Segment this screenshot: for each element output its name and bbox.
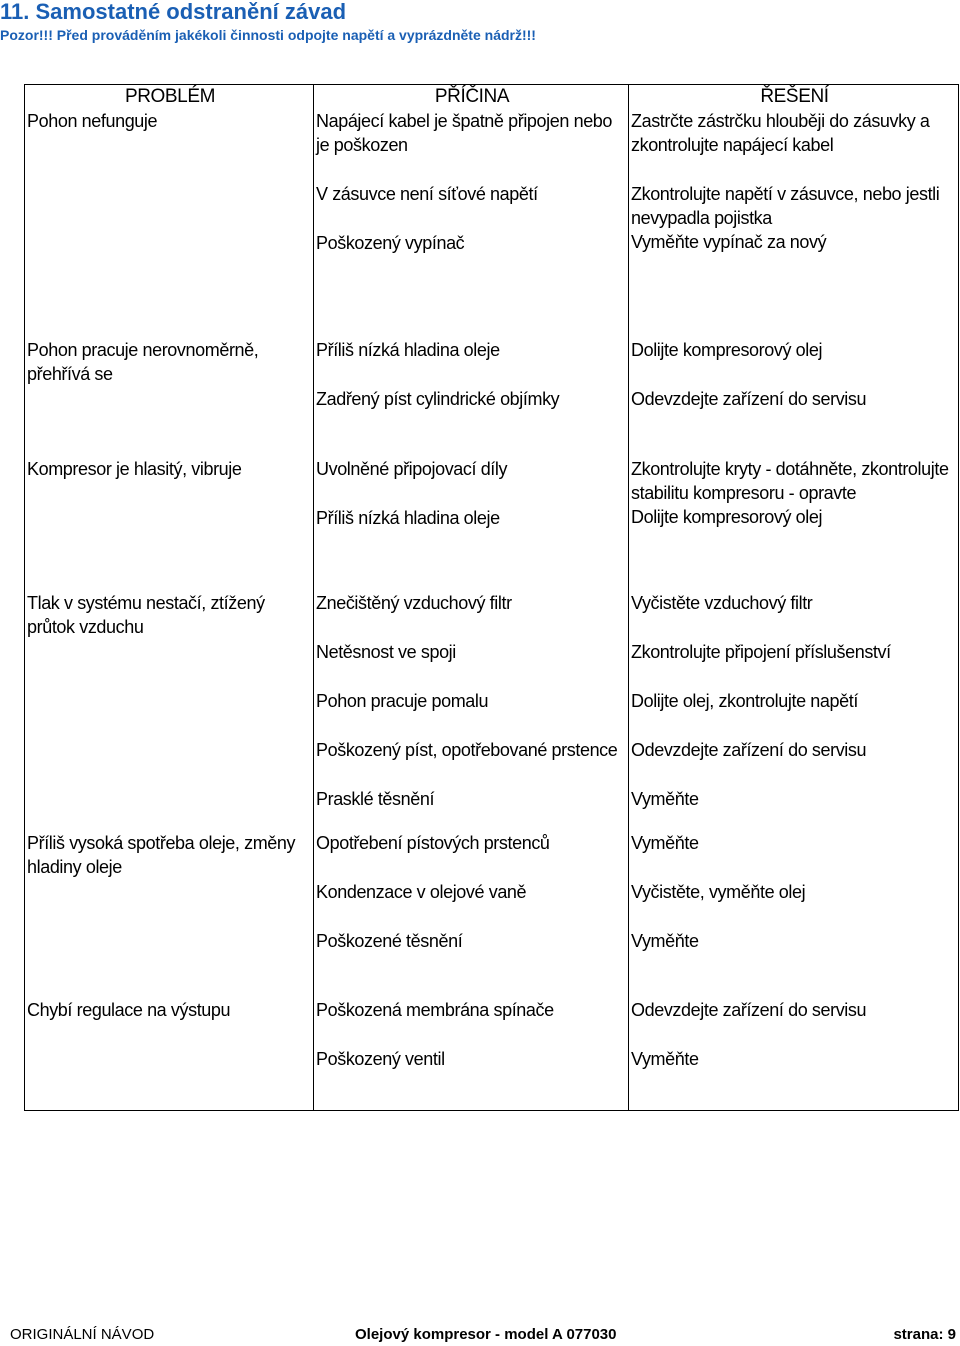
table-row	[25, 831, 959, 998]
safety-warning: Pozor!!! Před prováděním jakékoli činnosti odpojte napětí a vyprázdněte nádrž!!!	[0, 27, 536, 43]
problem-cell: Příliš vysoká spotřeba oleje, změny hladiny oleje	[25, 831, 314, 998]
solution-cell: Zkontrolujte kryty - dotáhněte, zkontrolujte stabilitu kompresoru - opravte Dolijte kompresorový olej	[629, 457, 959, 591]
table-row	[25, 109, 959, 338]
troubleshooting-table	[24, 84, 959, 1111]
column-header-problem: PROBLÉM	[25, 85, 314, 110]
cause-cell: Příliš nízká hladina oleje Zadřený píst cylindrické objímky	[314, 338, 629, 457]
column-header-solution: ŘEŠENÍ	[629, 85, 959, 110]
page-footer	[0, 1326, 960, 1344]
footer-manual-label: ORIGINÁLNÍ NÁVOD	[10, 1326, 155, 1343]
problem-cell: Kompresor je hlasitý, vibruje	[25, 457, 314, 591]
problem-cell: Chybí regulace na výstupu	[25, 998, 314, 1110]
cause-cell: Znečištěný vzduchový filtr Netěsnost ve spoji Pohon pracuje pomalu Poškozený píst, opotřebované prstence Prasklé těsnění	[314, 591, 629, 831]
solution-cell: Vyměňte Vyčistěte, vyměňte olej Vyměňte	[629, 831, 959, 998]
page-title: 11. Samostatné odstranění závad	[0, 0, 347, 24]
cause-cell: Napájecí kabel je špatně připojen nebo je poškozen V zásuvce není síťové napětí Poškozený vypínač	[314, 109, 629, 338]
problem-cell: Pohon nefunguje	[25, 109, 314, 338]
problem-cell: Pohon pracuje nerovnoměrně, přehřívá se	[25, 338, 314, 457]
solution-cell: Vyčistěte vzduchový filtr Zkontrolujte připojení příslušenství Dolijte olej, zkontrolujte napětí Odevzdejte zařízení do servisu Vyměňte	[629, 591, 959, 831]
footer-model-name: Olejový kompresor - model A 077030	[355, 1326, 617, 1343]
table-row	[25, 457, 959, 591]
table-row	[25, 998, 959, 1110]
table-row	[25, 338, 959, 457]
footer-page-number: strana: 9	[893, 1326, 956, 1343]
solution-cell: Zastrčte zástrčku hlouběji do zásuvky a zkontrolujte napájecí kabel Zkontrolujte napětí v zásuvce, nebo jestli nevypadla pojistka Vyměňte vypínač za nový	[629, 109, 959, 338]
cause-cell: Uvolněné připojovací díly Příliš nízká hladina oleje	[314, 457, 629, 591]
solution-cell: Odevzdejte zařízení do servisu Vyměňte	[629, 998, 959, 1110]
table-row	[25, 591, 959, 831]
problem-cell: Tlak v systému nestačí, ztížený průtok vzduchu	[25, 591, 314, 831]
cause-cell: Opotřebení pístových prstenců Kondenzace v olejové vaně Poškozené těsnění	[314, 831, 629, 998]
cause-cell: Poškozená membrána spínače Poškozený ventil	[314, 998, 629, 1110]
table-header-row	[25, 85, 959, 110]
solution-cell: Dolijte kompresorový olej Odevzdejte zařízení do servisu	[629, 338, 959, 457]
column-header-cause: PŘÍČINA	[314, 85, 629, 110]
